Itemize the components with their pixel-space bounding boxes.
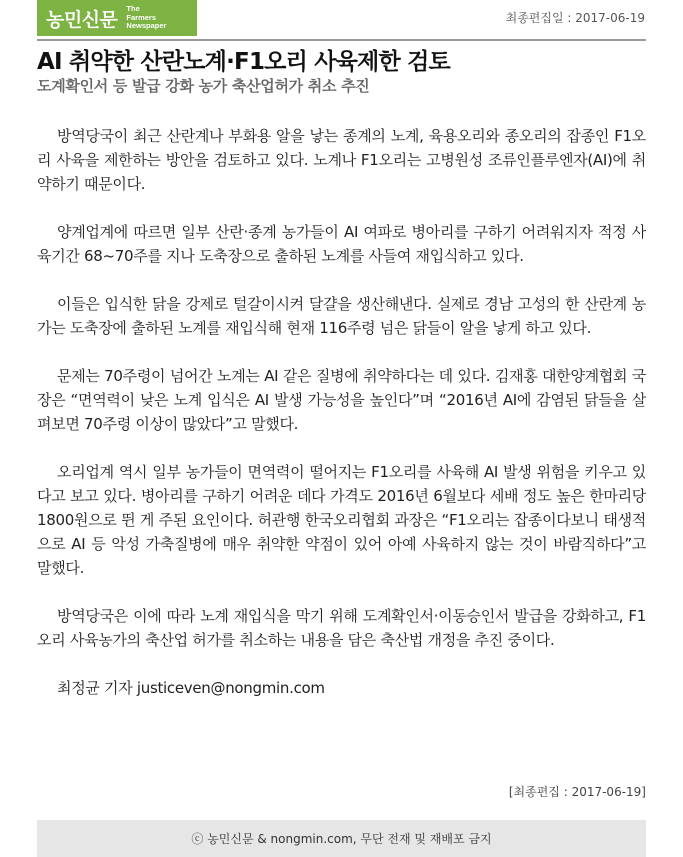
paragraph: 방역당국이 최근 산란계나 부화용 알을 낳는 종계의 노계, 육용오리와 종오리의 잡종인 F1오리 사육을 제한하는 방안을 검토하고 있다. 노계나 F1오리는 고병원성 조류인플루엔자(AI)에 취약하기 때문이다. [37,127,646,193]
logo-subtitle [126,5,166,31]
header-divider [37,39,646,41]
paragraph: 오리업계 역시 일부 농가들이 면역력이 떨어지는 F1오리를 사육해 AI 발생 위험을 키우고 있다고 보고 있다. 병아리를 구하기 어려운 데다 가격도 2016년 6월보다 세배 정도 높은 한마리당 1800원으로 뛴 게 주된 요인이다. 허관행 한국오리협회 과장은 “F1오리는 잡종이다보니 태생적으로 AI 등 악성 가축질병에 매우 취약한 약점이 있어 아예 사육하지 않는 것이 바람직하다”고 말했다. [37,463,646,577]
copyright-text: ⓒ 농민신문 & nongmin.com, 무단 전재 및 재배포 금지 [191,832,492,846]
logo[interactable] [37,0,197,36]
article-title: AI 취약한 산란노계·F1오리 사육제한 검토 [37,49,450,75]
updated-date-bottom: [최종편집 : 2017-06-19] [508,785,646,799]
logo-sub-line-1: The [126,4,140,14]
article-subtitle: 도계확인서 등 발급 강화 농가 축산업허가 취소 추진 [37,77,370,95]
paragraph: 양계업계에 따르면 일부 산란·종계 농가들이 AI 여파로 병아리를 구하기 어려워지자 적정 사육기간 68~70주를 지나 도축장으로 출하된 노계를 사들여 재입식하고 있다. [37,223,646,265]
article-body [37,124,646,700]
logo-sub-line-2: Farmers [126,12,157,22]
footer [37,820,646,857]
page-header [0,0,683,40]
paragraph: 문제는 70주령이 넘어간 노계는 AI 같은 질병에 취약하다는 데 있다. 김재홍 대한양계협회 국장은 “면역력이 낮은 노계 입식은 AI 발생 가능성을 높인다”며 “2016년 AI에 감염된 닭들을 살펴보면 70주령 이상이 많았다”고 말했다. [37,367,646,433]
byline: 최정균 기자 justiceven@nongmin.com [57,679,325,697]
logo-sub-line-3: Newspaper [126,21,167,31]
logo-text: 농민신문 [46,8,118,31]
updated-date: 최종편집일 : 2017-06-19 [505,11,645,25]
paragraph: 방역당국은 이에 따라 노계 재입식을 막기 위해 도계확인서·이동승인서 발급을 강화하고, F1오리 사육농가의 축산업 허가를 취소하는 내용을 담은 축산법 개정을 추진 중이다. [37,607,646,649]
paragraph: 이들은 입식한 닭을 강제로 털갈이시켜 달걀을 생산해낸다. 실제로 경남 고성의 한 산란계 농가는 도축장에 출하된 노계를 재입식해 현재 116주령 넘은 닭들이 알을 낳게 하고 있다. [37,295,646,337]
